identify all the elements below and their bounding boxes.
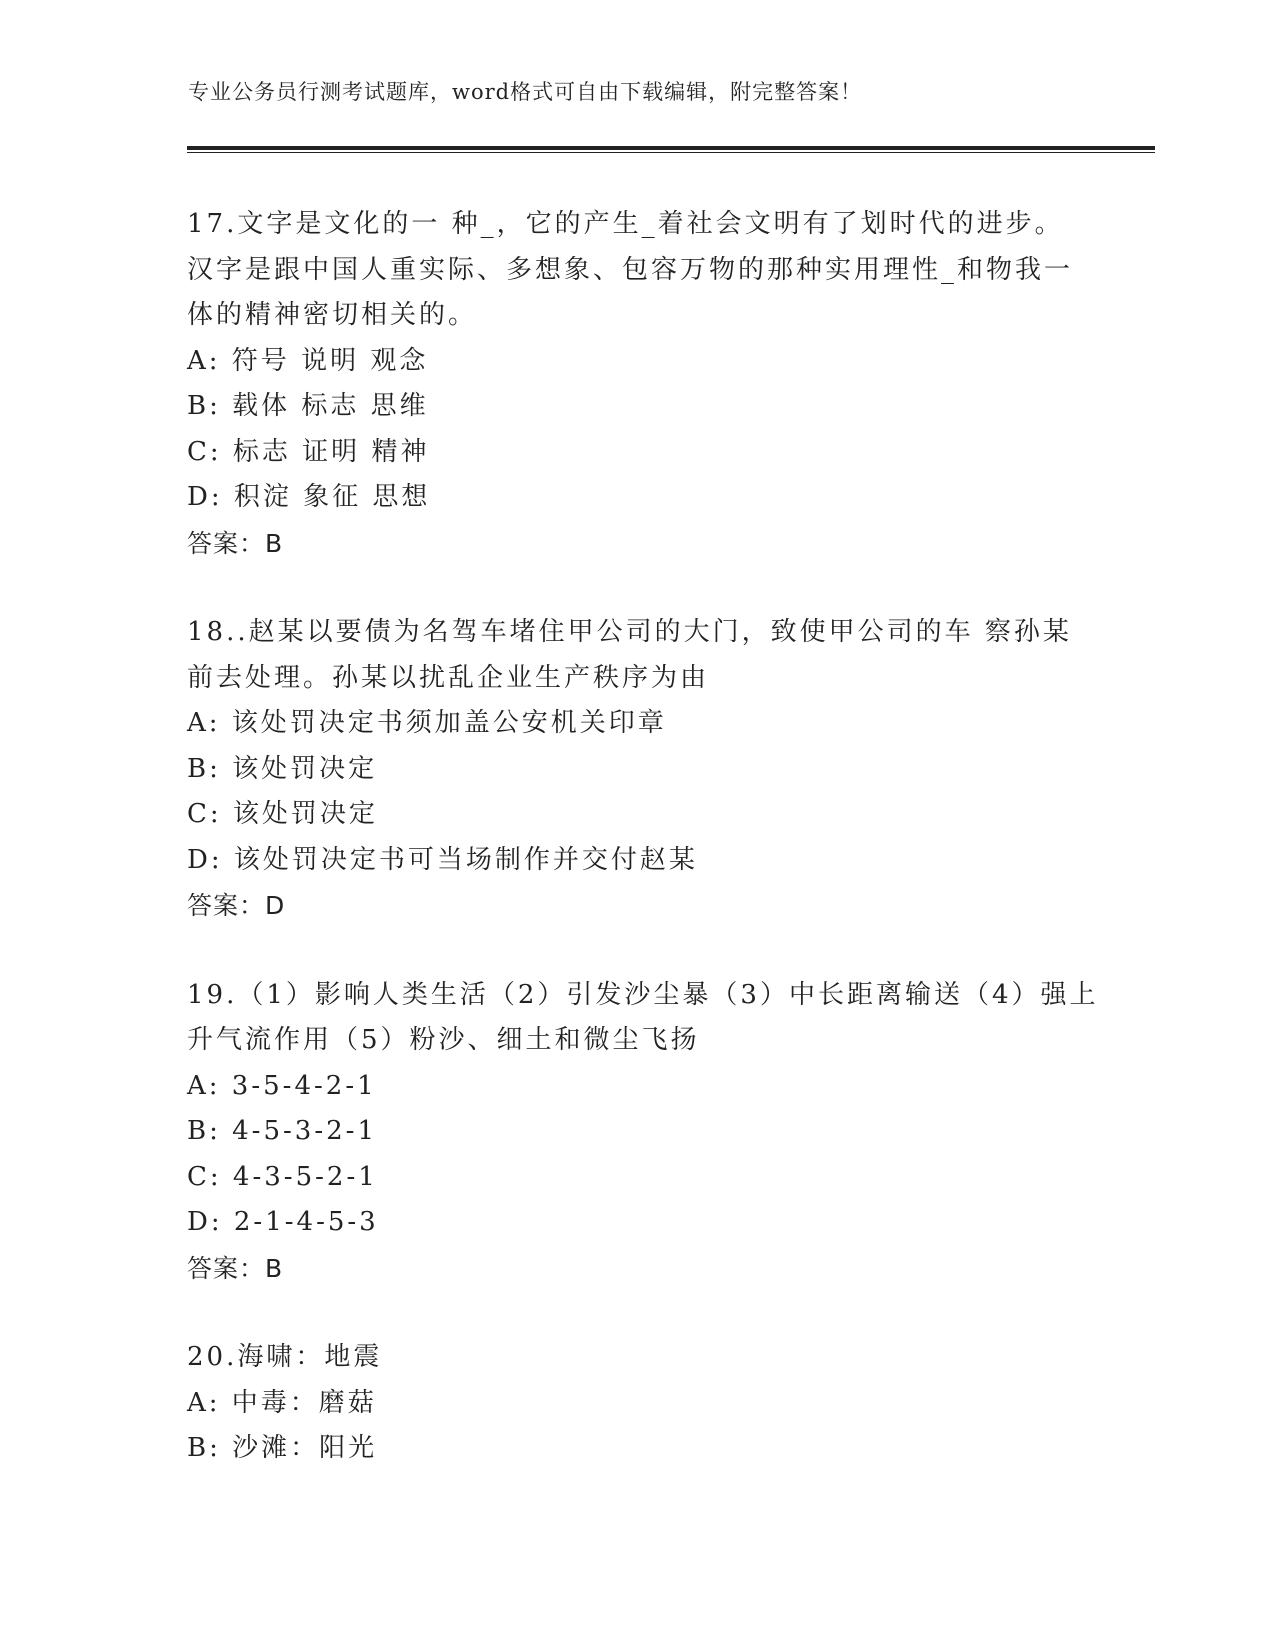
option-c: C: 标志 证明 精神 [187, 436, 430, 467]
question-19 [187, 973, 1099, 1292]
question-stem-line: 18..赵某以要债为名驾车堵住甲公司的大门，致使甲公司的车 察孙某 [187, 617, 1072, 647]
option-a: A: 中毒：磨菇 [187, 1387, 377, 1418]
question-18 [187, 610, 1087, 929]
question-stem-line: 升气流作用（5）粉沙、细土和微尘飞扬 [187, 1025, 700, 1055]
question-stem-line: 19.（1）影响人类生活（2）引发沙尘暴（3）中长距离输送（4）强上 [187, 979, 1099, 1010]
option-b: B: 载体 标志 思维 [187, 391, 429, 421]
option-c: C: 该处罚决定 [187, 799, 378, 829]
page-header-text: 专业公务员行测考试题库，word格式可自由下载编辑，附完整答案！ [188, 80, 863, 104]
option-a: A: 3-5-4-2-1 [187, 1070, 377, 1101]
option-a: A: 符号 说明 观念 [187, 345, 429, 376]
option-b: B: 该处罚决定 [187, 753, 378, 784]
option-c: C: 4-3-5-2-1 [187, 1161, 378, 1192]
option-d: D: 该处罚决定书可当场制作并交付赵某 [187, 844, 698, 875]
header-divider [187, 146, 1155, 153]
answer-line: 答案：B [187, 528, 284, 558]
option-b: B: 4-5-3-2-1 [187, 1116, 377, 1146]
question-list [187, 202, 1099, 1516]
question-stem-line: 20.海啸：地震 [187, 1342, 383, 1372]
question-stem-line: 汉字是跟中国人重实际、多想象、包容万物的那种实用理性_和物我一 [187, 254, 1074, 285]
question-stem-line: 前去处理。孙某以扰乱企业生产秩序为由 [187, 662, 710, 693]
question-stem-line: 体的精神密切相关的。 [187, 300, 478, 330]
question-stem-line: 17.文字是文化的一 种_，它的产生_着社会文明有了划时代的进步。 [187, 209, 1064, 239]
option-d: D: 2-1-4-5-3 [187, 1207, 379, 1237]
option-b: B: 沙滩：阳光 [187, 1433, 378, 1463]
option-a: A: 该处罚决定书须加盖公安机关印章 [187, 708, 667, 738]
answer-line: 答案：B [187, 1253, 284, 1283]
question-17 [187, 202, 1087, 566]
question-20 [187, 1335, 1087, 1472]
answer-line: 答案：D [187, 891, 286, 920]
option-d: D: 积淀 象征 思想 [187, 482, 431, 512]
